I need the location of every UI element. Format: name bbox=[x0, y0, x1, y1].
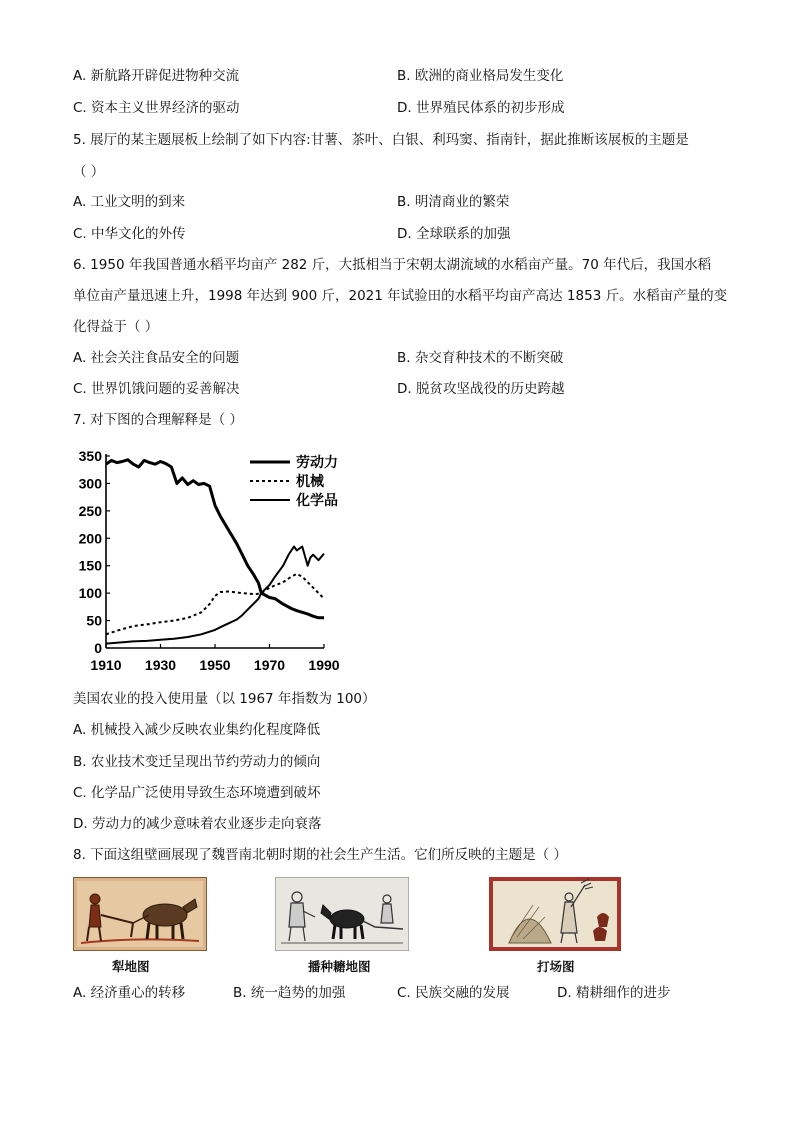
option-a: A. 机械投入减少反映农业集约化程度降低 bbox=[73, 722, 321, 738]
option-c: C. 化学品广泛使用导致生态环境遭到破坏 bbox=[73, 785, 321, 801]
option-a: A. 经济重心的转移 bbox=[73, 985, 186, 1001]
mural-threshing-caption: 打场图 bbox=[537, 959, 575, 974]
series-line-1 bbox=[106, 460, 324, 618]
mural-sowing-caption: 播种耱地图 bbox=[308, 959, 371, 974]
x-tick-label: 1990 bbox=[308, 657, 340, 673]
y-tick-label: 350 bbox=[78, 448, 102, 464]
question-5-stem-cont: （ ） bbox=[73, 164, 105, 180]
question-6-stem-cont: 单位亩产量迅速上升，1998 年达到 900 斤，2021 年试验田的水稻平均亩产高达 1853 斤。水稻亩产量的变 bbox=[73, 288, 728, 304]
option-d: D. 世界殖民体系的初步形成 bbox=[397, 100, 565, 116]
mural-plowing-caption: 犁地图 bbox=[112, 959, 150, 974]
option-a: A. 新航路开辟促进物种交流 bbox=[73, 68, 240, 84]
y-tick-label: 200 bbox=[78, 530, 102, 547]
y-tick-label: 150 bbox=[78, 557, 102, 574]
y-tick-label: 300 bbox=[78, 475, 102, 492]
legend-label-1: 劳动力 bbox=[296, 454, 338, 470]
option-b: B. 欧洲的商业格局发生变化 bbox=[397, 68, 564, 84]
option-d: D. 劳动力的减少意味着农业逐步走向衰落 bbox=[73, 816, 322, 832]
option-c: C. 世界饥饿问题的妥善解决 bbox=[73, 381, 240, 397]
option-b: B. 杂交育种技术的不断突破 bbox=[397, 350, 564, 366]
y-tick-label: 100 bbox=[78, 585, 102, 602]
legend-label-3: 化学品 bbox=[296, 492, 338, 508]
mural-sowing-image bbox=[275, 877, 409, 951]
question-7-stem: 7. 对下图的合理解释是（ ） bbox=[73, 412, 243, 428]
option-d: D. 脱贫攻坚战役的历史跨越 bbox=[397, 381, 565, 397]
chart-caption: 美国农业的投入使用量（以 1967 年指数为 100） bbox=[73, 691, 376, 707]
option-c: C. 中华文化的外传 bbox=[73, 226, 186, 242]
mural-threshing-image bbox=[489, 877, 621, 951]
y-tick-label: 50 bbox=[86, 612, 102, 629]
mural-plowing-image bbox=[73, 877, 207, 951]
option-c: C. 资本主义世界经济的驱动 bbox=[73, 100, 240, 116]
series-line-2 bbox=[106, 574, 324, 634]
y-tick-label: 250 bbox=[78, 502, 102, 519]
line-chart bbox=[70, 444, 360, 679]
option-b: B. 农业技术变迁呈现出节约劳动力的倾向 bbox=[73, 754, 321, 770]
option-a: A. 社会关注食品安全的问题 bbox=[73, 350, 240, 366]
x-tick-label: 1930 bbox=[144, 657, 177, 673]
legend-label-2: 机械 bbox=[296, 473, 324, 489]
option-d: D. 精耕细作的进步 bbox=[557, 985, 671, 1001]
x-tick-label: 1950 bbox=[199, 657, 231, 673]
x-tick-label: 1970 bbox=[253, 657, 286, 673]
option-a: A. 工业文明的到来 bbox=[73, 194, 186, 210]
option-d: D. 全球联系的加强 bbox=[397, 226, 511, 242]
question-6-stem: 6. 1950 年我国普通水稻平均亩产 282 斤，大抵相当于宋朝太湖流域的水稻亩产量。70 年代后，我国水稻 bbox=[73, 257, 712, 273]
option-c: C. 民族交融的发展 bbox=[397, 985, 510, 1001]
y-tick-label: 0 bbox=[94, 640, 102, 656]
option-b: B. 统一趋势的加强 bbox=[233, 985, 346, 1001]
option-b: B. 明清商业的繁荣 bbox=[397, 194, 510, 210]
question-6-stem-end: 化得益于（ ） bbox=[73, 319, 159, 335]
x-tick-label: 1910 bbox=[90, 657, 122, 673]
question-8-stem: 8. 下面这组壁画展现了魏晋南北朝时期的社会生产生活。它们所反映的主题是（ ） bbox=[73, 847, 567, 863]
question-5-stem: 5. 展厅的某主题展板上绘制了如下内容:甘薯、茶叶、白银、利玛窦、指南针，据此推断该展板的主题是 bbox=[73, 132, 689, 148]
